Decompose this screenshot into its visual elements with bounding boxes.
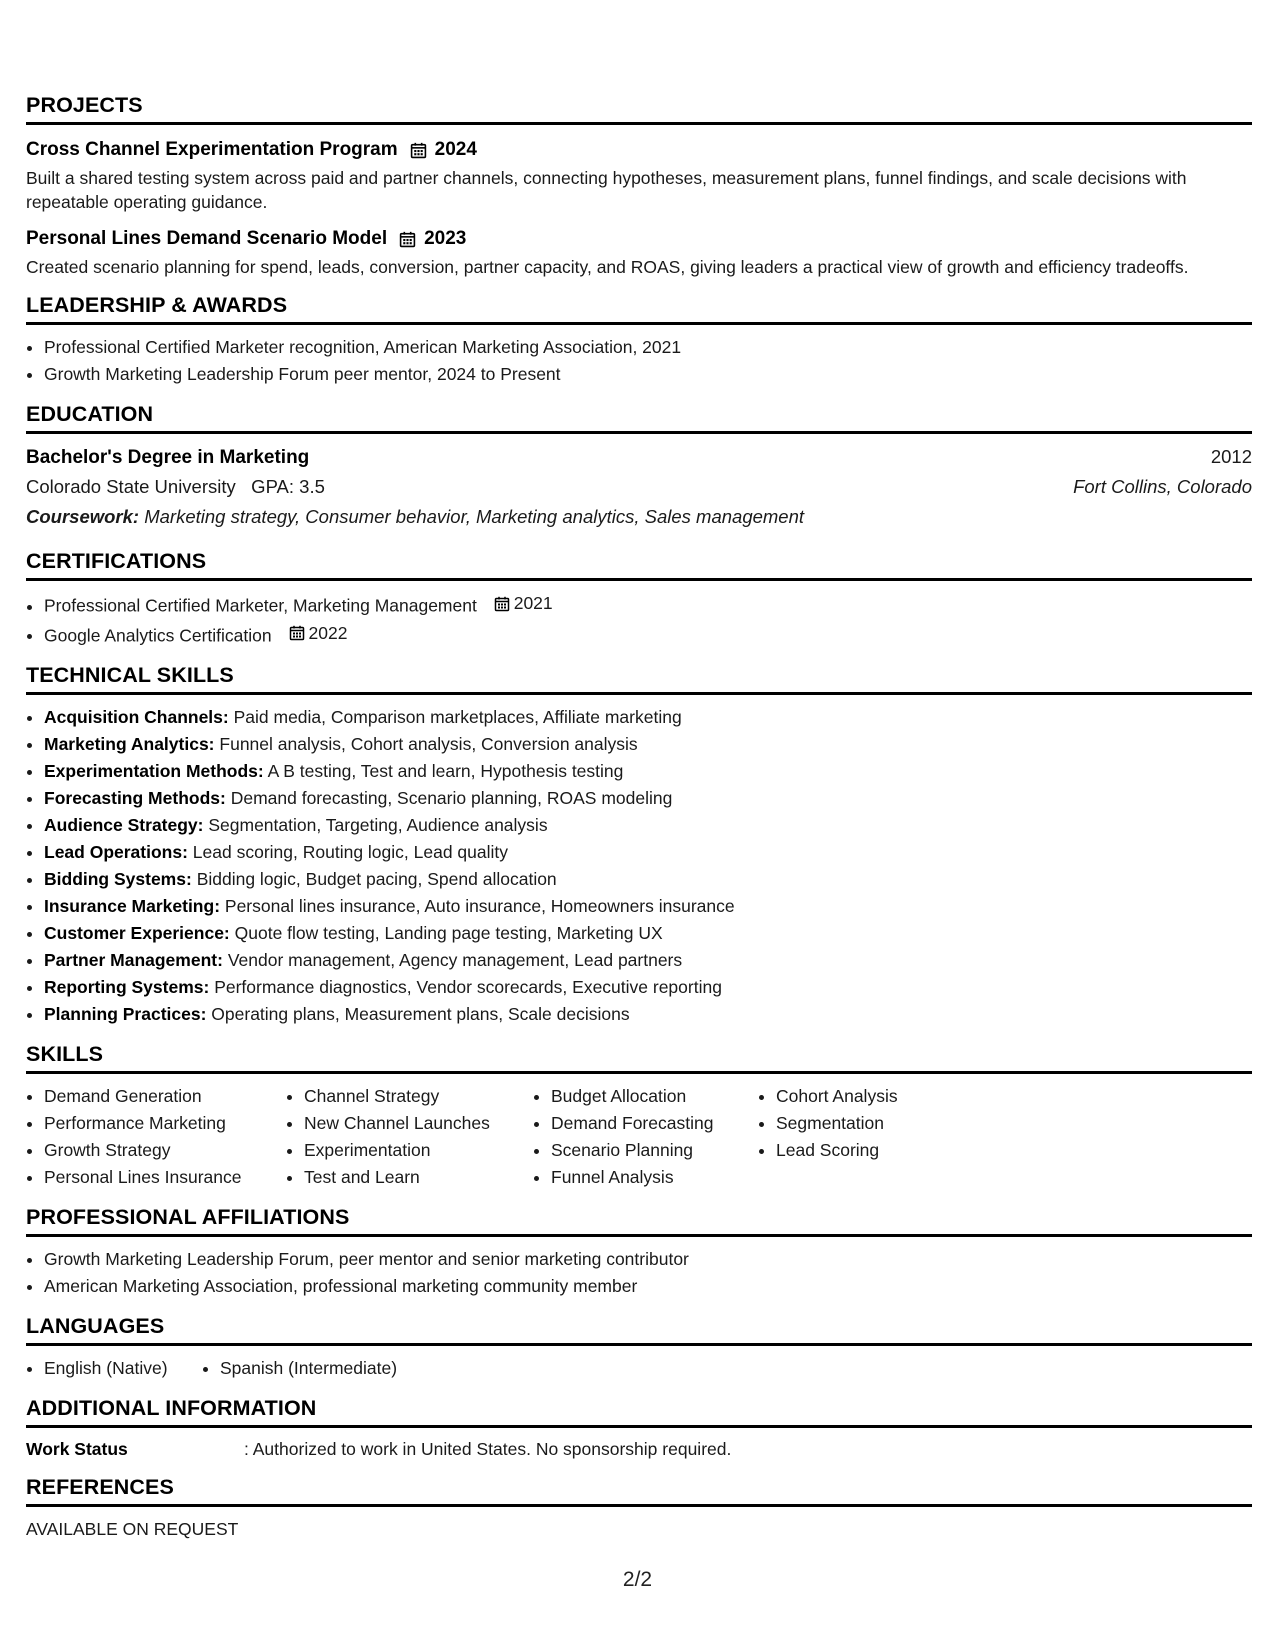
skill-category: Customer Experience: xyxy=(44,923,230,943)
certification-year: 2021 xyxy=(513,593,553,613)
references-heading: REFERENCES xyxy=(26,1474,1252,1507)
list-item: • Experimentation xyxy=(304,1137,533,1164)
list-item: • Professional Certified Marketer recognition, American Marketing Association, 2021 xyxy=(44,334,1252,361)
skill-category: Forecasting Methods: xyxy=(44,788,226,808)
additional-section xyxy=(26,1395,1252,1461)
calendar-icon xyxy=(399,231,416,248)
school-location: Fort Collins, Colorado xyxy=(1073,476,1252,497)
affiliations-heading: PROFESSIONAL AFFILIATIONS xyxy=(26,1204,1252,1237)
skill-values: Funnel analysis, Cohort analysis, Conversion analysis xyxy=(219,734,638,754)
skill-category: Experimentation Methods: xyxy=(44,761,264,781)
project-description: Built a shared testing system across paid and partner channels, connecting hypotheses, measurement plans, funnel findings, and scale decisions with repeatable operating guidance. xyxy=(26,168,1187,212)
project-name: Personal Lines Demand Scenario Model xyxy=(26,228,388,249)
certification-name: Professional Certified Marketer, Marketing Management xyxy=(44,595,477,616)
project-title xyxy=(26,139,1252,161)
languages-row xyxy=(26,1355,1252,1382)
page-number: 2/2 xyxy=(622,1568,653,1591)
skill-category: Bidding Systems: xyxy=(44,869,192,889)
list-item: • Demand Generation xyxy=(44,1083,286,1110)
skills-column xyxy=(758,1083,976,1191)
skill-values: Quote flow testing, Landing page testing, Marketing UX xyxy=(234,923,663,943)
list-item: • Growth Marketing Leadership Forum peer mentor, 2024 to Present xyxy=(44,361,1252,388)
references-section xyxy=(26,1474,1252,1541)
list-item xyxy=(44,620,1252,650)
list-item xyxy=(44,785,1252,812)
list-item xyxy=(44,974,1252,1001)
skill-values: Operating plans, Measurement plans, Scale decisions xyxy=(211,1004,630,1024)
skill-values: A B testing, Test and learn, Hypothesis testing xyxy=(267,761,624,781)
languages-column xyxy=(26,1355,202,1382)
skill-values: Personal lines insurance, Auto insurance, Homeowners insurance xyxy=(224,896,735,916)
calendar-icon xyxy=(289,625,305,641)
skill-category: Planning Practices: xyxy=(44,1004,207,1024)
references-text: AVAILABLE ON REQUEST xyxy=(26,1519,239,1539)
list-item: • Performance Marketing xyxy=(44,1110,286,1137)
list-item: • Spanish (Intermediate) xyxy=(220,1355,397,1382)
skill-category: Audience Strategy: xyxy=(44,815,204,835)
work-status-label: Work Status xyxy=(26,1439,128,1459)
school-name: Colorado State University GPA: 3.5 xyxy=(26,476,325,497)
projects-heading: PROJECTS xyxy=(26,92,1252,125)
work-status-value: : Authorized to work in United States. No sponsorship required. xyxy=(244,1439,732,1459)
list-item xyxy=(44,731,1252,758)
certifications-heading: CERTIFICATIONS xyxy=(26,548,1252,581)
list-item xyxy=(44,758,1252,785)
degree-name: Bachelor's Degree in Marketing xyxy=(26,447,310,468)
project-name: Cross Channel Experimentation Program xyxy=(26,139,398,160)
list-item: • Demand Forecasting xyxy=(551,1110,758,1137)
list-item xyxy=(44,812,1252,839)
list-item: • Growth Strategy xyxy=(44,1137,286,1164)
languages-section xyxy=(26,1313,1252,1382)
list-item: • Channel Strategy xyxy=(304,1083,533,1110)
list-item: • American Marketing Association, professional marketing community member xyxy=(44,1273,1252,1300)
calendar-icon xyxy=(494,596,510,612)
list-item xyxy=(44,704,1252,731)
technical-skills-section xyxy=(26,662,1252,1028)
education-section xyxy=(26,401,1252,531)
list-item xyxy=(44,893,1252,920)
coursework-label: Coursework: xyxy=(26,506,140,527)
skill-category: Marketing Analytics: xyxy=(44,734,215,754)
certifications-section xyxy=(26,548,1252,649)
skill-category: Reporting Systems: xyxy=(44,977,210,997)
list-item xyxy=(44,866,1252,893)
education-heading: EDUCATION xyxy=(26,401,1252,434)
project-title xyxy=(26,228,1252,250)
skills-section xyxy=(26,1041,1252,1191)
list-item: • Segmentation xyxy=(776,1110,976,1137)
certifications-list xyxy=(26,590,1252,649)
affiliations-section xyxy=(26,1204,1252,1300)
list-item xyxy=(44,947,1252,974)
skill-category: Acquisition Channels: xyxy=(44,707,229,727)
leadership-section xyxy=(26,292,1252,388)
coursework xyxy=(26,502,1252,531)
skills-column xyxy=(286,1083,533,1191)
skill-values: Lead scoring, Routing logic, Lead quality xyxy=(192,842,509,862)
skill-category: Partner Management: xyxy=(44,950,223,970)
skills-heading: SKILLS xyxy=(26,1041,1252,1074)
technical-skills-heading: TECHNICAL SKILLS xyxy=(26,662,1252,695)
list-item: • Growth Marketing Leadership Forum, peer mentor and senior marketing contributor xyxy=(44,1246,1252,1273)
list-item: • Funnel Analysis xyxy=(551,1164,758,1191)
certification-year: 2022 xyxy=(308,622,348,643)
list-item: • Lead Scoring xyxy=(776,1137,976,1164)
skill-values: Performance diagnostics, Vendor scorecards, Executive reporting xyxy=(214,977,722,997)
list-item: • Cohort Analysis xyxy=(776,1083,976,1110)
skills-column xyxy=(26,1083,286,1191)
list-item: • Budget Allocation xyxy=(551,1083,758,1110)
list-item xyxy=(44,839,1252,866)
list-item xyxy=(44,920,1252,947)
additional-heading: ADDITIONAL INFORMATION xyxy=(26,1395,1252,1428)
skills-column xyxy=(533,1083,758,1191)
skill-values: Vendor management, Agency management, Lead partners xyxy=(227,950,683,970)
list-item: • English (Native) xyxy=(44,1355,202,1382)
project-description: Created scenario planning for spend, leads, conversion, partner capacity, and ROAS, giving leaders a practical view of growth and efficiency tradeoffs. xyxy=(26,257,1189,277)
list-item: • New Channel Launches xyxy=(304,1110,533,1137)
calendar-icon xyxy=(410,142,427,159)
list-item: • Personal Lines Insurance xyxy=(44,1164,286,1191)
affiliations-list xyxy=(26,1246,1252,1300)
certification-name: Google Analytics Certification xyxy=(44,625,272,645)
technical-skills-list xyxy=(26,704,1252,1028)
project-year: 2023 xyxy=(424,228,467,249)
project-year: 2024 xyxy=(434,139,477,160)
work-status-row xyxy=(26,1437,1252,1461)
list-item xyxy=(44,1001,1252,1028)
skill-values: Bidding logic, Budget pacing, Spend allocation xyxy=(196,869,557,889)
list-item xyxy=(44,590,1252,620)
skill-values: Paid media, Comparison marketplaces, Affiliate marketing xyxy=(233,707,682,727)
skill-category: Insurance Marketing: xyxy=(44,896,221,916)
leadership-heading: LEADERSHIP & AWARDS xyxy=(26,292,1252,325)
graduation-year: 2012 xyxy=(1210,446,1252,467)
skill-values: Segmentation, Targeting, Audience analysis xyxy=(208,815,548,835)
skill-values: Demand forecasting, Scenario planning, ROAS modeling xyxy=(230,788,673,808)
skill-category: Lead Operations: xyxy=(44,842,188,862)
resume-page xyxy=(26,92,1252,1554)
languages-column xyxy=(202,1355,397,1382)
skills-columns xyxy=(26,1083,1252,1191)
leadership-list xyxy=(26,334,1252,388)
list-item: • Test and Learn xyxy=(304,1164,533,1191)
languages-heading: LANGUAGES xyxy=(26,1313,1252,1346)
list-item: • Scenario Planning xyxy=(551,1137,758,1164)
projects-section xyxy=(26,92,1252,279)
coursework-list: Marketing strategy, Consumer behavior, Marketing analytics, Sales management xyxy=(144,506,805,527)
